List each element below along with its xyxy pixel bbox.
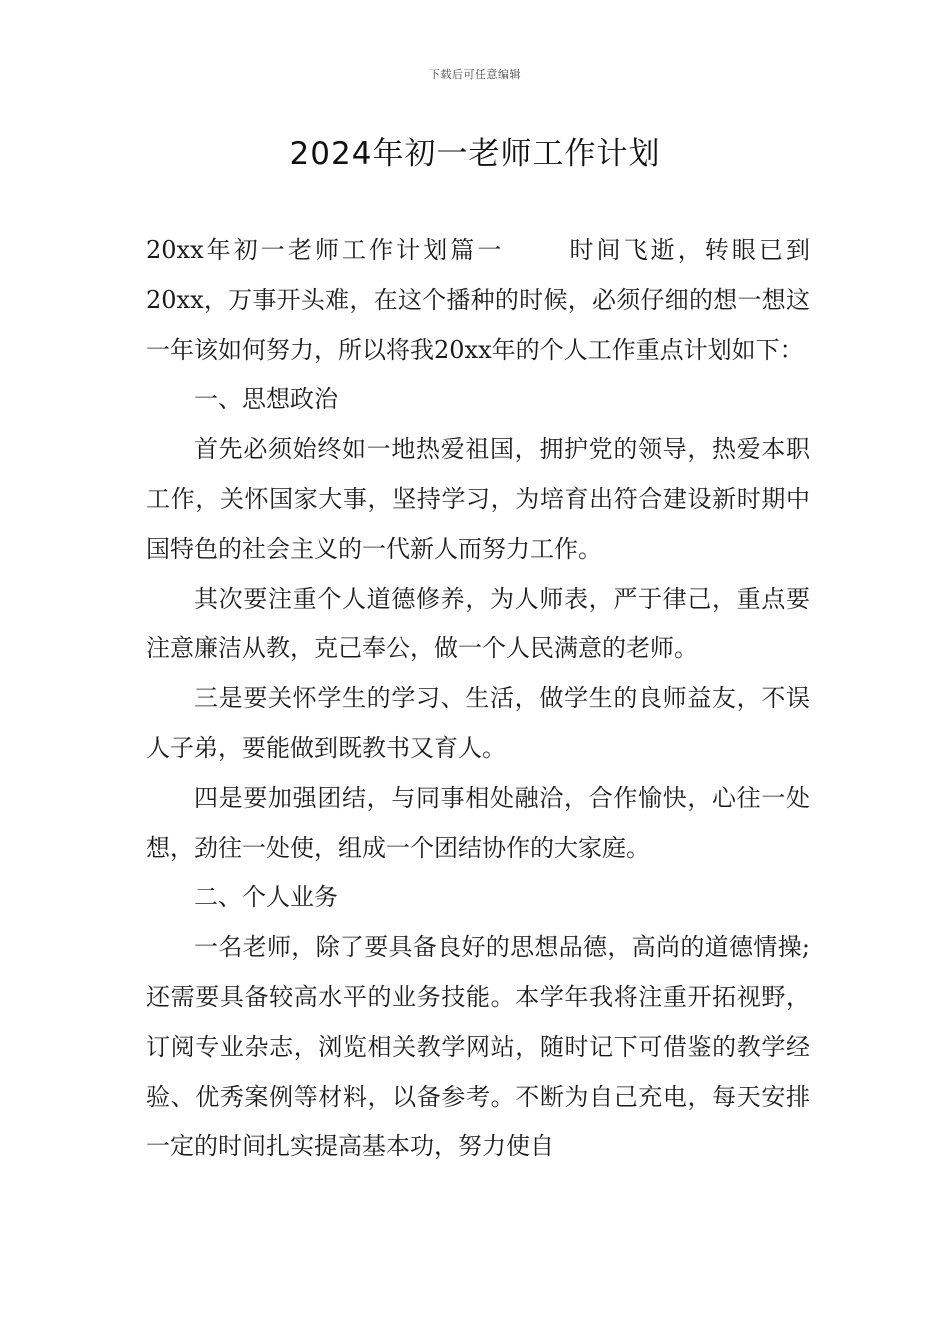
intro-heading: 20xx年初一老师工作计划篇一 bbox=[146, 236, 505, 264]
paragraph-politics-4: 四是要加强团结，与同事相处融洽，合作愉快，心往一处想，劲往一处使，组成一个团结协作的大家庭。 bbox=[146, 783, 810, 862]
section-heading-business: 二、个人业务 bbox=[194, 883, 338, 912]
paragraph-business-1: 一名老师，除了要具备良好的思想品德，高尚的道德情操;还需要具备较高水平的业务技能。本学年我将注重开拓视野，订阅专业杂志，浏览相关教学网站，随时记下可借鉴的教学经验、优秀案例等材料，以备参考。不断为自己充电，每天安排一定的时间扎实提高基本功，努力使自 bbox=[146, 933, 810, 1161]
intro-text: 时间飞逝，转眼已到20xx，万事开头难，在这个播种的时候，必须仔细的想一想这一年该如何努力，所以将我20xx年的个人工作重点计划如下： bbox=[146, 236, 811, 364]
header-note: 下载后可任意编辑 bbox=[429, 68, 521, 81]
paragraph-politics-3: 三是要关怀学生的学习、生活，做学生的良师益友，不误人子弟，要能做到既教书又育人。 bbox=[146, 684, 810, 762]
paragraph-politics-1: 首先必须始终如一地热爱祖国，拥护党的领导，热爱本职工作，关怀国家大事，坚持学习，为培育出符合建设新时期中国特色的社会主义的一代新人而努力工作。 bbox=[146, 435, 810, 563]
document-title: 2024年初一老师工作计划 bbox=[289, 136, 661, 172]
document-body bbox=[146, 226, 810, 1172]
intro-paragraph bbox=[146, 226, 810, 375]
paragraph-politics-2: 其次要注重个人道德修养，为人师表，严于律己，重点要注意廉洁从教，克己奉公，做一个人民满意的老师。 bbox=[146, 584, 810, 663]
section-heading-politics: 一、思想政治 bbox=[194, 385, 338, 414]
